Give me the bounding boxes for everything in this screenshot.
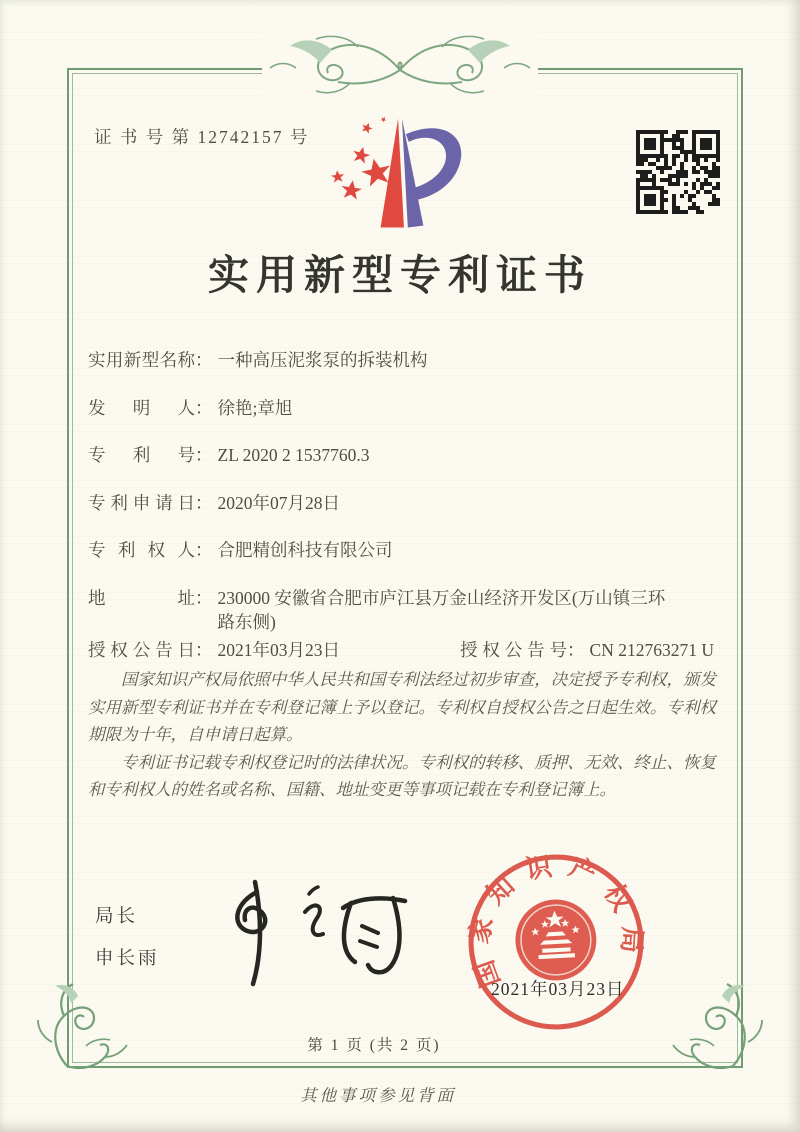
field-value: 230000 安徽省合肥市庐江县万金山经济开发区(万山镇三环路东侧) [217,587,666,632]
qr-code [636,130,720,214]
director-autograph-icon [205,876,420,994]
director-name: 申长雨 [95,949,160,969]
legal-text-block [88,666,716,804]
field-row-grant [88,638,714,663]
field-value: 合肥精创科技有限公司 [217,540,393,560]
field-colon: ： [195,540,213,560]
field-label: 发明人 [88,397,195,418]
grant-number-group [460,638,714,663]
cnipa-logo-icon [328,110,474,238]
field-value: ZL 2020 2 1537760.3 [217,445,370,465]
official-seal [460,846,651,1037]
field-row-patent-no [88,443,714,468]
legal-paragraph-1: 国家知识产权局依照中华人民共和国专利法经过初步审查，决定授予专利权，颁发实用新型专利证书并在专利登记簿上予以登记。专利权自授权公告之日起生效。专利权期限为十年，自申请日起算。 [88,670,716,744]
page-number: 第 1 页 (共 2 页) [307,1037,441,1054]
field-label: 专利号 [88,445,195,465]
certificate-title: 实用新型专利证书 [208,252,592,298]
field-row-inventor [88,396,714,421]
director-title: 局长 [95,907,139,927]
field-label: 授权公告日 [88,639,195,660]
field-colon: ： [195,397,213,418]
seal-date: 2021年03月23日 [491,979,625,999]
field-label: 授权公告号 [460,639,568,660]
field-value: 2020年07月28日 [217,492,340,513]
field-colon: ： [195,492,213,513]
national-emblem-icon [513,897,598,982]
field-row-utility-name [88,348,714,373]
field-label: 实用新型名称 [88,350,195,370]
field-value: 徐艳;章旭 [217,397,293,418]
signature-block [95,896,160,980]
legal-paragraph-2: 专利证书记载专利权登记时的法律状况。专利权的转移、质押、无效、终止、恢复和专利权人的姓名或名称、国籍、地址变更等事项记载在专利登记簿上。 [88,752,716,799]
field-label: 专利申请日 [88,492,195,513]
field-colon: ： [195,587,213,608]
field-value: 一种高压泥浆泵的拆装机构 [217,350,428,370]
field-colon: ： [567,639,585,660]
field-row-patentee [88,538,714,563]
certificate-number: 证 书 号 第 12742157 号 [94,127,310,147]
field-value: 2021年03月23日 [217,639,340,660]
field-row-address [88,586,714,635]
field-colon: ： [195,350,213,370]
fields-block [88,348,714,685]
field-colon: ： [195,639,213,660]
back-side-note: 其他事项参见背面 [300,1086,456,1105]
field-label: 地址 [88,587,195,608]
field-label: 专利权人 [88,540,195,560]
field-value: CN 212763271 U [589,639,714,660]
field-row-filing-date [88,491,714,516]
field-colon: ： [195,445,213,465]
seal-ring-text: 国家知识产权局 [464,850,647,992]
